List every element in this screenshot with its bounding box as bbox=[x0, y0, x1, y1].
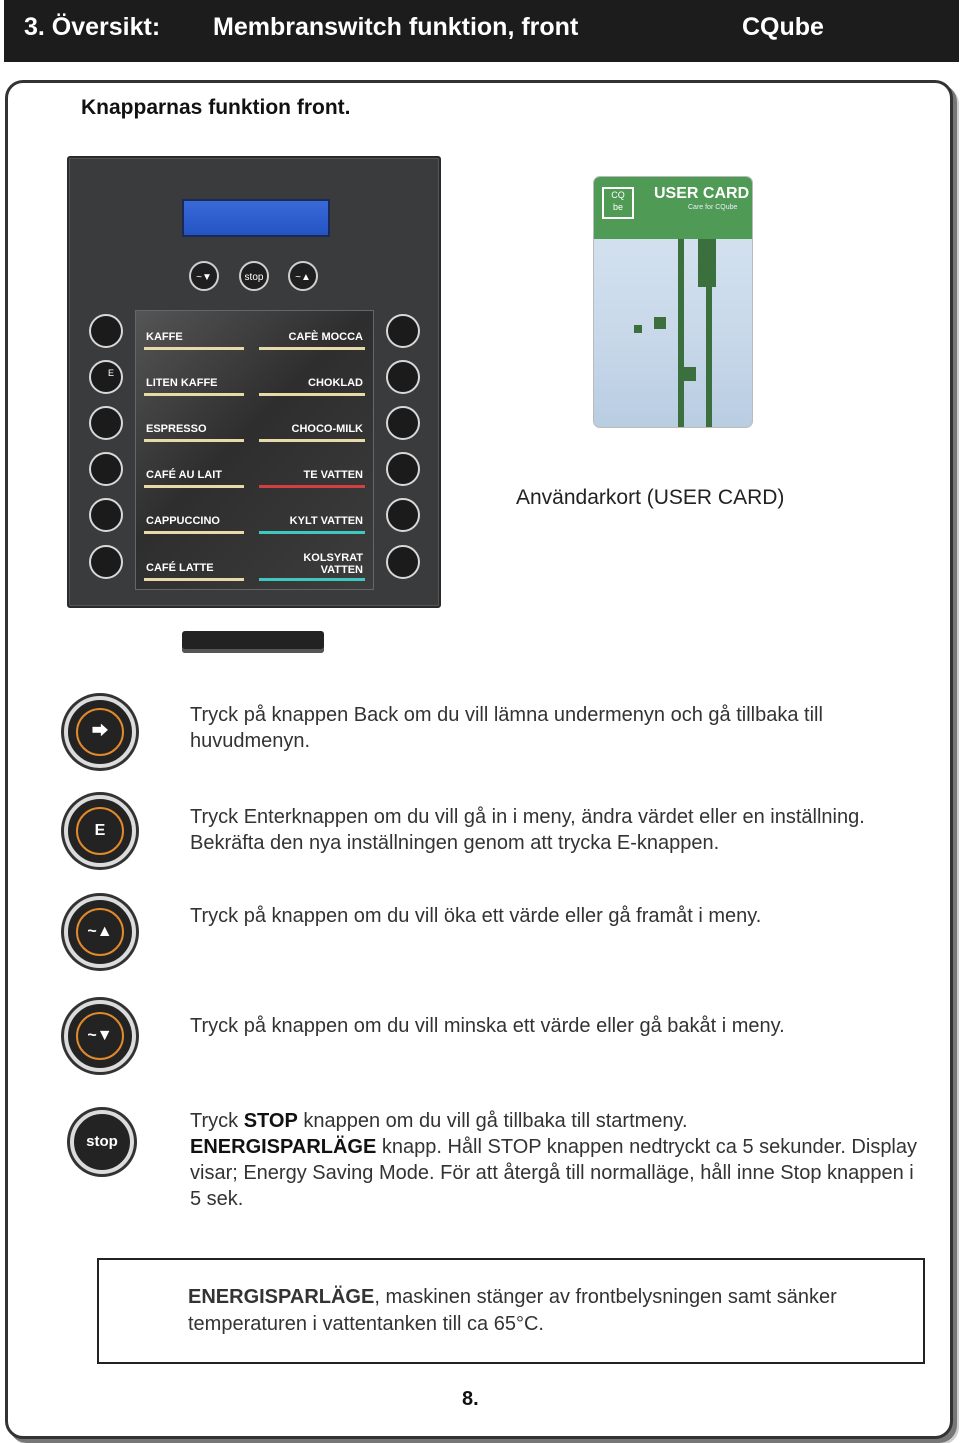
panel-right-button bbox=[386, 406, 420, 440]
instruction-text: Tryck Enterknappen om du vill gå in i meny, ändra värdet eller en inställning. Bekräfta den nya inställningen genom att trycka E-knappen. bbox=[190, 806, 865, 854]
panel-right-button bbox=[386, 545, 420, 579]
menu-item-bar bbox=[259, 485, 365, 488]
energy-saving-notice bbox=[97, 1258, 925, 1364]
card-subtitle: Care for CQube bbox=[688, 204, 738, 211]
menu-item-bar bbox=[259, 578, 365, 581]
menu-item-left: ESPRESSO bbox=[146, 423, 207, 435]
menu-item-bar bbox=[259, 439, 365, 442]
user-card-caption: Användarkort (USER CARD) bbox=[516, 486, 785, 509]
instruction-text: Tryck på knappen om du vill minska ett värde eller gå bakåt i meny. bbox=[190, 1015, 785, 1037]
panel-right-button bbox=[386, 498, 420, 532]
menu-item-right: TE VATTEN bbox=[303, 469, 363, 481]
card-slot bbox=[182, 631, 324, 653]
menu-item-left: LITEN KAFFE bbox=[146, 377, 218, 389]
drink-menu bbox=[135, 310, 374, 590]
menu-item-left: KAFFE bbox=[146, 331, 183, 343]
stop-button-icon: stop bbox=[70, 1110, 134, 1174]
increase-button-icon: ~▲ bbox=[64, 896, 136, 968]
instruction-text: Tryck på knappen om du vill öka ett värde eller gå framåt i meny. bbox=[190, 905, 762, 927]
menu-item-left: CAFÉ LATTE bbox=[146, 562, 214, 574]
back-button-icon: ⮕ bbox=[64, 696, 136, 768]
panel-right-button bbox=[386, 314, 420, 348]
menu-item-right: KYLT VATTEN bbox=[289, 515, 363, 527]
user-card-image bbox=[593, 176, 753, 428]
section-number: 3. Översikt: bbox=[24, 13, 161, 41]
menu-item-right: KOLSYRAT VATTEN bbox=[303, 552, 363, 576]
menu-item-bar bbox=[144, 347, 244, 350]
increase-control-icon: ~▲ bbox=[288, 261, 318, 291]
panel-left-button bbox=[89, 406, 123, 440]
decrease-button-icon: ~▼ bbox=[64, 1000, 136, 1072]
menu-item-bar bbox=[259, 531, 365, 534]
lcd-display bbox=[182, 199, 330, 237]
enter-button-icon: E bbox=[64, 795, 136, 867]
menu-item-bar bbox=[144, 393, 244, 396]
section-subtitle: Knapparnas funktion front. bbox=[81, 96, 351, 119]
front-panel-illustration bbox=[67, 156, 441, 608]
menu-item-bar bbox=[144, 578, 244, 581]
page-number: 8. bbox=[462, 1388, 479, 1410]
menu-item-right: CAFÈ MOCCA bbox=[288, 331, 363, 343]
menu-item-bar bbox=[144, 485, 244, 488]
panel-right-button bbox=[386, 360, 420, 394]
decrease-control-icon: ~▼ bbox=[189, 261, 219, 291]
cqube-logo: CQ be bbox=[602, 187, 634, 219]
menu-item-bar bbox=[259, 393, 365, 396]
panel-left-button bbox=[89, 498, 123, 532]
panel-left-button bbox=[89, 545, 123, 579]
menu-item-left: CAPPUCCINO bbox=[146, 515, 220, 527]
menu-item-bar bbox=[144, 439, 244, 442]
panel-left-button bbox=[89, 452, 123, 486]
menu-item-right: CHOCO-MILK bbox=[291, 423, 363, 435]
panel-left-button: E bbox=[89, 360, 123, 394]
page-title: Membranswitch funktion, front bbox=[213, 13, 579, 41]
panel-right-button bbox=[386, 452, 420, 486]
brand-name: CQube bbox=[742, 13, 824, 41]
menu-item-bar bbox=[144, 531, 244, 534]
notice-text: ENERGISPARLÄGE, maskinen stänger av frontbelysningen samt sänker temperaturen i vattentanken till ca 65°C. bbox=[188, 1286, 837, 1335]
instruction-text: Tryck på knappen Back om du vill lämna undermenyn och gå tillbaka till huvudmenyn. bbox=[190, 704, 823, 752]
menu-item-left: CAFÉ AU LAIT bbox=[146, 469, 222, 481]
stop-button-description: Tryck STOP knappen om du vill gå tillbaka till startmeny. ENERGISPARLÄGE knapp. Håll STOP knappen nedtryckt ca 5 sekunder. Display visar; Energy Saving Mode. För att återgå till normalläge, håll inne Stop knappen i 5 sek. bbox=[190, 1110, 918, 1210]
menu-item-bar bbox=[259, 347, 365, 350]
panel-left-button bbox=[89, 314, 123, 348]
page-header bbox=[4, 0, 959, 62]
menu-item-right: CHOKLAD bbox=[308, 377, 363, 389]
stop-control-icon: stop bbox=[239, 261, 269, 291]
card-title: USER CARD bbox=[654, 185, 750, 202]
